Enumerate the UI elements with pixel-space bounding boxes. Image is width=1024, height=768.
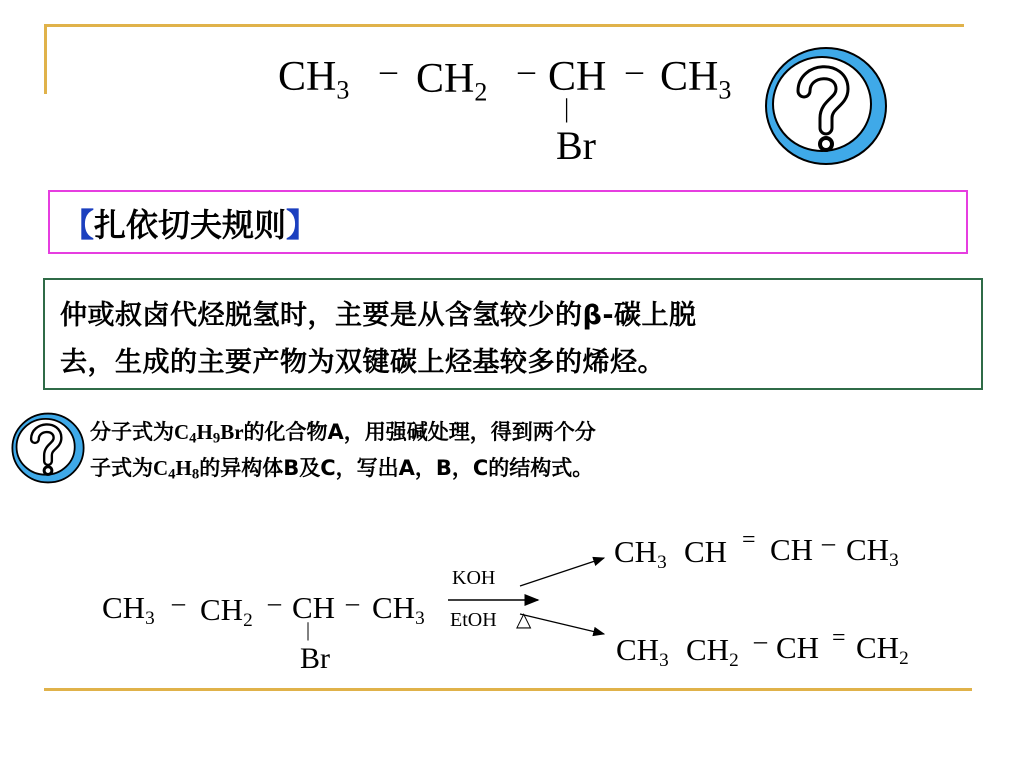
reaction-arrows: [440, 540, 620, 640]
formula-bond-3: –: [626, 52, 643, 89]
formula-bond-2: –: [518, 52, 535, 89]
product2-ch2-right: $CH_2$: [856, 630, 909, 670]
product2-ch3: $CH_3$: [616, 632, 669, 672]
arrow-to-product-2: [520, 614, 604, 634]
bottom-gold-line: [44, 688, 972, 691]
rule-name: 扎依切夫规则: [94, 206, 287, 244]
question-line-1: 分子式为$C_4H_9Br$的化合物A，用强碱处理，得到两个分: [90, 420, 596, 447]
product1-ch: CH: [684, 534, 728, 569]
reactant-ch: CH: [292, 590, 336, 625]
formula-ch: CH: [548, 54, 607, 100]
arrow-to-product-1: [520, 558, 604, 586]
product1-single-bond: –: [822, 528, 835, 557]
formula-ch3-left: $CH_3$: [278, 54, 350, 105]
reactant-bond-2: –: [268, 588, 281, 617]
reactant-bond-1: –: [172, 588, 185, 617]
reactant-vertical-bond: |: [306, 619, 311, 641]
product1-double-bond: =: [742, 527, 756, 553]
reactant-ch2: $CH_2$: [200, 592, 253, 632]
rule-description-line-1: 仲或叔卤代烃脱氢时，主要是从含氢较少的β-碳上脱: [60, 300, 697, 331]
formula-vertical-bond: |: [564, 94, 570, 123]
question-icon-large: [762, 44, 890, 168]
heat-symbol: △: [516, 607, 532, 631]
question-icon-small: [10, 410, 86, 486]
bracket-close: 】: [286, 206, 319, 244]
reactant-ch3-right: $CH_3$: [372, 590, 425, 630]
product2-ch: CH: [776, 630, 820, 665]
rule-description-line-2: 去，生成的主要产物为双键碳上烃基较多的烯烃。: [60, 347, 665, 378]
formula-ch3-right: $CH_3$: [660, 54, 732, 105]
formula-bond-1: –: [380, 52, 397, 89]
top-gold-line: [44, 24, 964, 27]
product1-ch3-right: $CH_3$: [846, 532, 899, 572]
reagent-etoh: EtOH: [450, 609, 497, 631]
question-line-2: 子式为$C_4H_8$的异构体B及C，写出A，B，C的结构式。: [90, 456, 594, 483]
product2-single-bond: –: [754, 626, 767, 655]
formula-bromine: Br: [556, 123, 596, 168]
rule-title: [62, 200, 318, 246]
bracket-open: 【: [62, 206, 95, 244]
product1-ch-2: CH: [770, 532, 814, 567]
product1-ch3: $CH_3$: [614, 534, 667, 574]
reactant-bond-3: –: [346, 588, 359, 617]
reactant-bromine: Br: [300, 642, 330, 675]
reactant-ch3-left: $CH_3$: [102, 590, 155, 630]
product2-ch2: $CH_2$: [686, 632, 739, 672]
formula-ch2: $CH_2$: [416, 56, 488, 107]
reagent-koh: KOH: [452, 567, 496, 589]
left-gold-line: [44, 24, 47, 94]
product2-double-bond: =: [832, 625, 846, 651]
